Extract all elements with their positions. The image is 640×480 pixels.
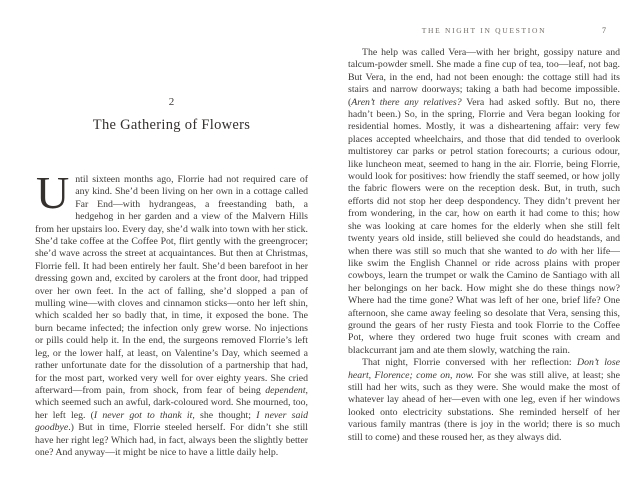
left-page [35, 0, 308, 459]
drop-cap: U [36, 167, 70, 218]
paragraph-text: ntil sixteen months ago, Florrie had not required care of any kind. She’d been living on her own in a cottage called Far End—with hydrangeas, a freestanding bath, a hedgehog in her garden and a view of the Malvern Hills from her upstairs loo. Every day, she’d walk into town with her stick. She’d take coffee at the Coffee Pot, flirt gently with the greengrocer; she’d wave across the street at acquaintances. But then at Christmas, Florrie fell. It had been entirely her fault. She’d been barefoot in her dressing gown and, excited by carolers at the front door, had tripped over her own feet. In the act of falling, she’d slopped a pan of mulling wine—with cloves and cinnamon sticks—onto her left shin, which scalded her so badly that, in time, it exposed the bone. The burn became infected; the infection only grew worse. No injections or pills could help it. In the end, the surgeons removed Florrie’s left leg, or the lower half, at least, on Valentine’s Day, which seemed a rather unfortunate date for the dissolution of a partnership that had, for the most part, worked very well for over eighty years. She cried afterward—from pain, from shock, from fear of being dependent, which seemed such an awful, dark-coloured word. She mourned, too, her left leg. (I never got to thank it, she thought; I never said goodbye.) But in time, Florrie steeled herself. For didn’t she still have her right leg? Which had, in fact, always been the slightly better one? And anyway—it might be nice to have a little daily help. [35, 174, 308, 458]
body-paragraph [35, 167, 308, 459]
right-page-body [348, 47, 620, 444]
chapter-title: The Gathering of Flowers [92, 117, 251, 133]
chapter-number: 2 [168, 96, 175, 108]
body-paragraph: That night, Florrie conversed with her reflection: Don’t lose heart, Florence; come on, now. For she was still alive, at least; she still had her wits, such as they were. She would make the most of whatever lay ahead of her—even with one leg, even if her windows looked onto electricity substations. She reminded herself of her various family mantras (there is joy in the world; there is so much still to come) and these roused her, as they always did. [348, 357, 620, 443]
running-head: THE NIGHT IN QUESTION [421, 26, 547, 35]
right-page [348, 0, 620, 444]
body-paragraph: The help was called Vera—with her bright, gossipy nature and talcum-powder smell. She made a fine cup of tea, too—leaf, not bag. But Vera, in the end, had not been enough: the cottage still had its stairs and narrow doorways; taking a bath had become impossible. (Aren’t there any relatives? Vera had asked softly. But no, there hadn’t been.) So, in the spring, Florrie and Vera began looking for residential homes. Mostly, it was a disheartening affair: very few places accepted wheelchairs, and those that did tended to overlook multistorey car parks or petrol station forecourts; a curious odour, like luncheon meat, seemed to hang in the air. Florrie, being Florrie, would look for positives: how friendly the staff seemed, or how jolly the fabric flowers were on the reception desk. But, in truth, such efforts did not stop her deep despondency. They didn’t prevent her from wondering, in the car, how on earth it had come to this; how she was looking at care homes for the elderly when she still felt twenty years old inside, still believed she could do headstands, and when there was still so much that she wanted to do with her life—like swim the English Channel or ride across plains with proper cowboys, learn the trumpet or walk the Camino de Santiago with all her belongings on her back. How might she do these things now? Where had the time gone? What was left of her one, brief life? One afternoon, she came away feeling so desolate that Vera, sensing this, ground the gears of her rusty Fiesta and took Florrie to the Coffee Pot, where they ordered two huge fruit scones with cream and blackcurrant jam and ate them slowly, watching the rain. [348, 47, 620, 356]
left-page-body [35, 167, 308, 459]
page-number: 7 [602, 26, 606, 35]
running-head-row [348, 26, 620, 36]
